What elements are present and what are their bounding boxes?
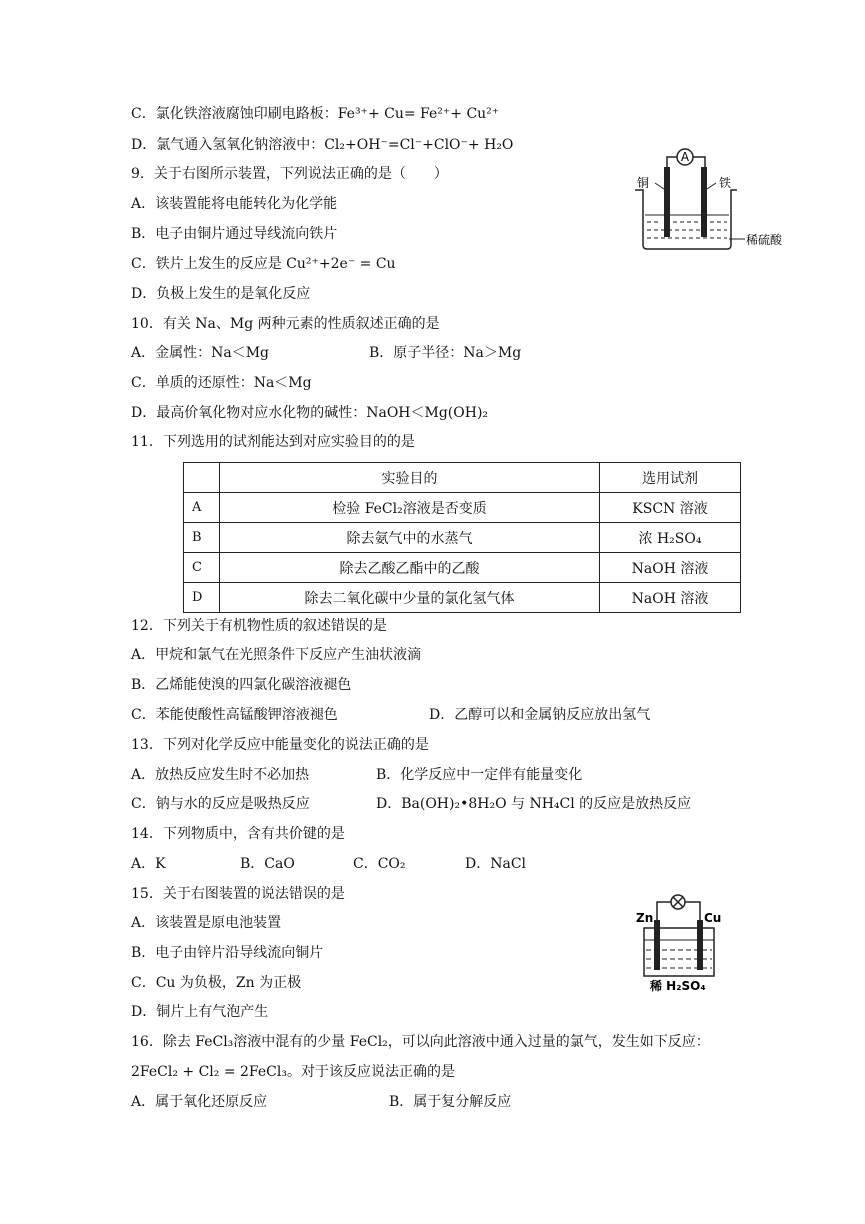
- q14-option-a: A．K: [131, 856, 166, 872]
- table-cell: C: [184, 553, 220, 583]
- table-row: [184, 553, 741, 583]
- table-cell: 除去乙酸乙酯中的乙酸: [220, 553, 600, 583]
- zinc-label: Zn: [636, 911, 654, 925]
- table-cell: B: [184, 523, 220, 553]
- copper-label: 铜: [637, 176, 650, 190]
- q12-option-a: A．甲烷和氯气在光照条件下反应产生油状液滴: [131, 647, 422, 663]
- table-header-row: [184, 463, 741, 493]
- table-cell: [184, 463, 220, 493]
- table-cell: 浓 H₂SO₄: [600, 523, 741, 553]
- table-row: [184, 493, 741, 523]
- table-cell: 检验 FeCl₂溶液是否变质: [220, 493, 600, 523]
- q8-option-d: D．氯气通入氢氧化钠溶液中：Cl₂+OH⁻=Cl⁻+ClO⁻+ H₂O: [131, 137, 514, 153]
- q14-option-c: C．CO₂: [353, 856, 406, 872]
- q10-option-a: A．金属性：Na＜Mg: [131, 345, 270, 361]
- table-header-purpose: 实验目的: [220, 463, 600, 493]
- q15-option-b: B．电子由锌片沿导线流向铜片: [131, 945, 324, 961]
- q13-option-a: A．放热反应发生时不必加热: [131, 767, 310, 783]
- table-cell: KSCN 溶液: [600, 493, 741, 523]
- zn-cu-cell-figure: [630, 890, 750, 995]
- table-row: [184, 523, 741, 553]
- table-header-reagent: 选用试剂: [600, 463, 741, 493]
- q14-option-d: D．NaCl: [465, 856, 527, 872]
- q9-stem: 9．关于右图所示装置，下列说法正确的是（ ）: [131, 166, 448, 182]
- q9-option-a: A．该装置能将电能转化为化学能: [131, 196, 338, 212]
- q12-stem: 12．下列关于有机物性质的叙述错误的是: [131, 618, 387, 634]
- q14-option-b: B．CaO: [240, 856, 295, 872]
- q13-option-d: D．Ba(OH)₂•8H₂O 与 NH₄Cl 的反应是放热反应: [376, 796, 692, 812]
- q10-option-d: D．最高价氧化物对应水化物的碱性：NaOH＜Mg(OH)₂: [131, 405, 489, 421]
- q15-option-c: C．Cu 为负极，Zn 为正极: [131, 975, 302, 991]
- q12-option-d: D．乙醇可以和金属钠反应放出氢气: [429, 707, 651, 723]
- q13-option-b: B．化学反应中一定伴有能量变化: [376, 767, 583, 783]
- q12-option-b: B．乙烯能使溴的四氯化碳溶液褪色: [131, 677, 352, 693]
- table-cell: NaOH 溶液: [600, 583, 741, 613]
- q15-stem: 15．关于右图装置的说法错误的是: [131, 886, 345, 902]
- iron-label: 铁: [719, 176, 732, 190]
- ammeter-label: A: [680, 150, 690, 164]
- q13-option-c: C．钠与水的反应是吸热反应: [131, 796, 310, 812]
- q9-option-d: D．负极上发生的是氧化反应: [131, 286, 311, 302]
- q15-option-d: D．铜片上有气泡产生: [131, 1004, 269, 1020]
- table-cell: D: [184, 583, 220, 613]
- q11-stem: 11．下列选用的试剂能达到对应实验目的的是: [131, 434, 415, 450]
- table-cell: A: [184, 493, 220, 523]
- dilute-h2so4-label: 稀 H₂SO₄: [650, 979, 706, 993]
- q10-stem: 10．有关 Na、Mg 两种元素的性质叙述正确的是: [131, 316, 440, 332]
- q10-option-b: B．原子半径：Na＞Mg: [369, 345, 522, 361]
- q10-option-c: C．单质的还原性：Na＜Mg: [131, 375, 312, 391]
- q16-option-b: B．属于复分解反应: [389, 1094, 512, 1110]
- q16-stem: 16．除去 FeCl₃溶液中混有的少量 FeCl₂，可以向此溶液中通入过量的氯气，发生如下反应：: [131, 1034, 710, 1050]
- q16-option-a: A．属于氧化还原反应: [131, 1094, 268, 1110]
- cu-fe-cell-figure: [615, 145, 785, 255]
- q14-stem: 14．下列物质中，含有共价键的是: [131, 826, 345, 842]
- table-cell: 除去二氧化碳中少量的氯化氢气体: [220, 583, 600, 613]
- q9-option-b: B．电子由铜片通过导线流向铁片: [131, 226, 338, 242]
- table-cell: 除去氨气中的水蒸气: [220, 523, 600, 553]
- table-row: [184, 583, 741, 613]
- q9-option-c: C．铁片上发生的反应是 Cu²⁺+2e⁻ = Cu: [131, 256, 396, 272]
- dilute-sulfuric-acid-label: 稀硫酸: [746, 233, 783, 247]
- q16-equation: 2FeCl₂ + Cl₂ = 2FeCl₃。对于该反应说法正确的是: [131, 1064, 455, 1080]
- q11-table: [183, 462, 741, 613]
- q12-option-c: C．苯能使酸性高锰酸钾溶液褪色: [131, 707, 338, 723]
- q15-option-a: A．该装置是原电池装置: [131, 915, 282, 931]
- table-cell: NaOH 溶液: [600, 553, 741, 583]
- q8-option-c: C．氯化铁溶液腐蚀印刷电路板：Fe³⁺+ Cu= Fe²⁺+ Cu²⁺: [131, 106, 500, 122]
- q13-stem: 13．下列对化学反应中能量变化的说法正确的是: [131, 737, 429, 753]
- copper-label: Cu: [704, 911, 722, 925]
